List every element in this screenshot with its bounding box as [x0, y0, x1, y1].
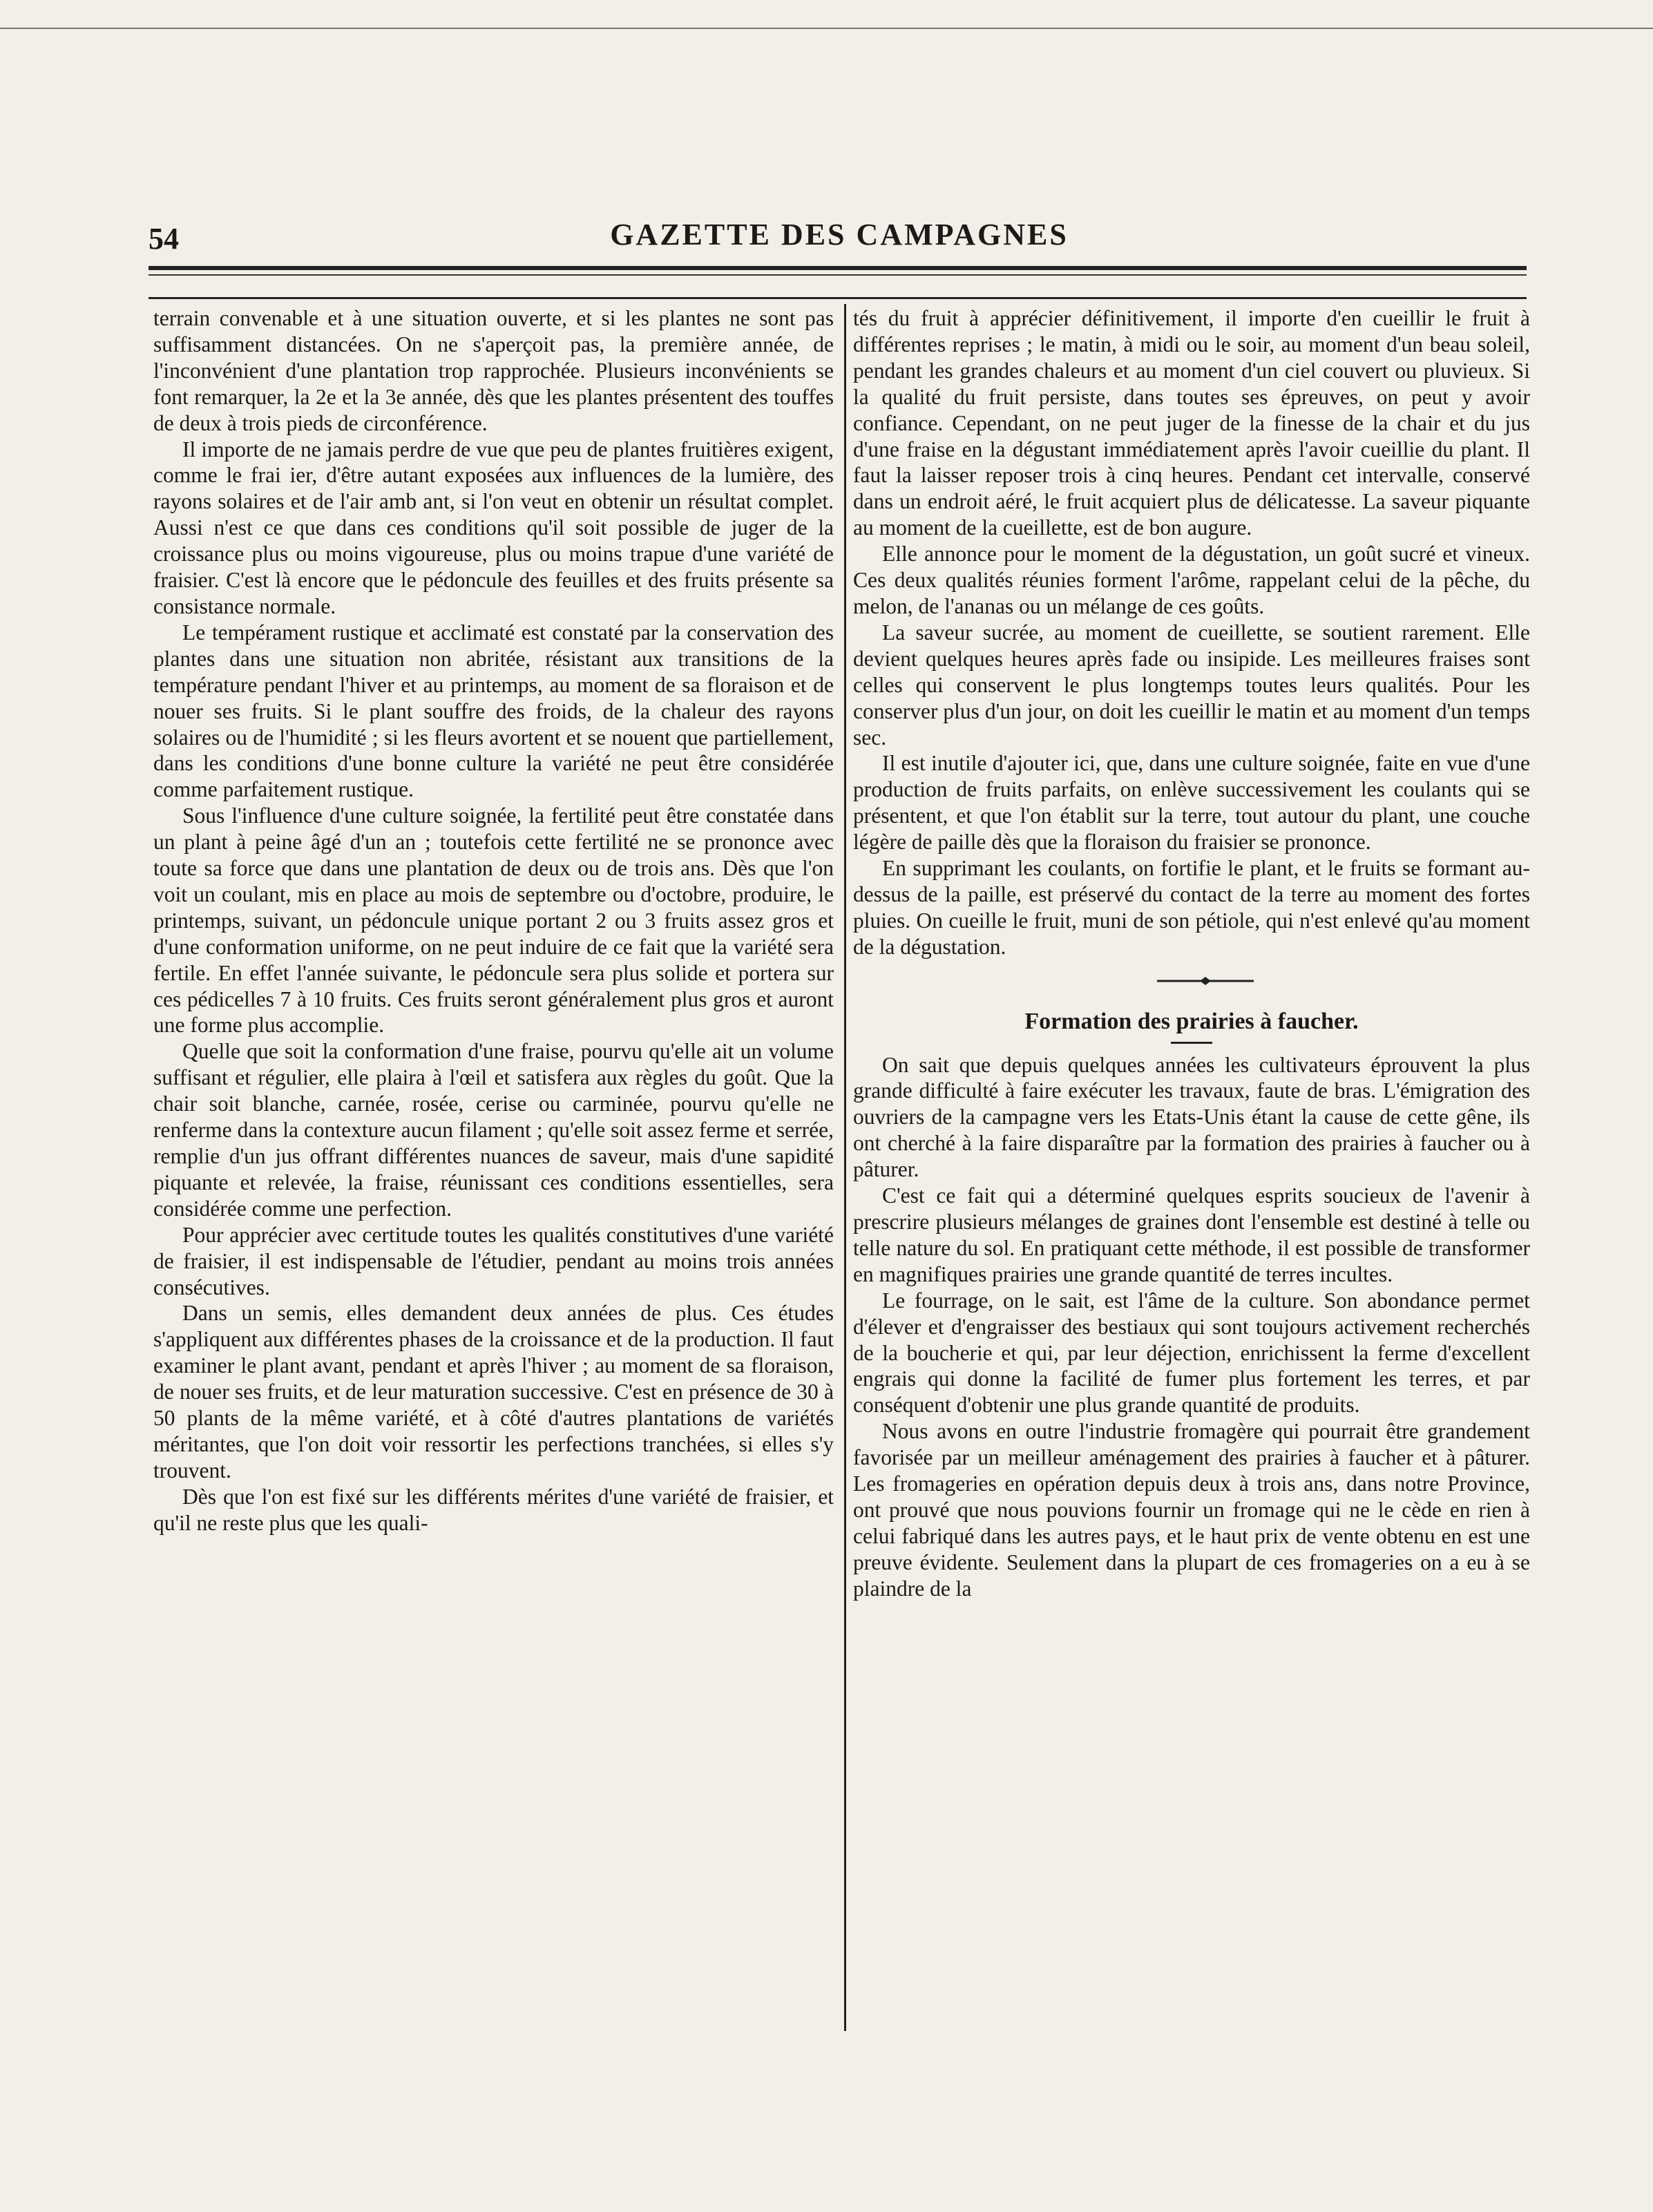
paragraph: tés du fruit à apprécier définitivement, il importe d'en cueillir le fruit à différentes reprises ; le matin, à midi ou le soir, au moment d'un beau soleil, pendant les grandes chaleurs et au moment d'un ciel couvert ou pluvieux. Si la qualité du fruit persiste, dans toutes ses épreuves, on peut y avoir confiance. Cependant, on ne peut juger de la finesse de la chair et du jus d'une fraise en la dégustant immédiatement après l'avoir cueillie du plant. Il faut la laisser reposer trois à cinq heures. Pendant cet intervalle, conservé dans un endroit aéré, le fruit acquiert plus de délicatesse. La saveur piquante au moment de la cueillette, est de bon augure.	[853, 306, 1530, 540]
article-title: Formation des prairies à faucher.	[1024, 1008, 1359, 1034]
paragraph: Il importe de ne jamais perdre de vue que peu de plantes fruitières exigent, comme le frai ier, d'être autant exposées aux influences de la lumière, des rayons solaires et de l'air amb ant, si l'on veut en obtenir un résultat complet. Aussi n'est ce que dans ces conditions qu'il soit possible de juger de la croissance plus ou moins vigoureuse, plus ou moins trapue d'une variété de fraisier. C'est là encore que le pédoncule des feuilles et des fruits présente sa consistance normale.	[153, 437, 834, 618]
paragraph: Pour apprécier avec certitude toutes les qualités constitutives d'une variété de fraisier, il est indispensable de l'étudier, pendant au moins trois années consécutives.	[153, 1222, 834, 1299]
left-column	[153, 305, 834, 1536]
title-underline	[1171, 1042, 1212, 1044]
paragraph: Le fourrage, on le sait, est l'âme de la culture. Son abondance permet d'élever et d'engraisser des bestiaux qui sont toujours activement recherchés de la boucherie et qui, par leur déjection, enrichissent la ferme d'excellent engrais qui donne la facilité de fumer plus fortement les terres, et par conséquent d'obtenir une plus grande quantité de produits.	[853, 1288, 1530, 1418]
page-header	[149, 218, 1530, 263]
header-rule-thick	[149, 266, 1527, 270]
paragraph: La saveur sucrée, au moment de cueillette, se soutient rarement. Elle devient quelques heures après fade ou insipide. Les meilleures fraises sont celles qui conservent le plus longtemps toutes leurs qualités. Pour les conserver plus d'un jour, on doit les cueillir le matin et au moment d'un temps sec.	[853, 620, 1530, 750]
paragraph: Elle annonce pour le moment de la dégustation, un goût sucré et vineux. Ces deux qualités réunies forment l'arôme, rappelant celui de la pêche, du melon, de l'ananas ou un mélange de ces goûts.	[853, 542, 1530, 618]
paragraph: C'est ce fait qui a déterminé quelques esprits soucieux de l'avenir à prescrire plusieurs mélanges de graines dont l'ensemble est destiné à telle ou telle nature du sol. En pratiquant cette méthode, il est possible de transformer en magnifiques prairies une grande quantité de terres incultes.	[853, 1183, 1530, 1286]
paragraph: Sous l'influence d'une culture soignée, la fertilité peut être constatée dans un plant à peine âgé d'un an ; toutefois cette fertilité ne se prononce avec toute sa force que dans une plantation de deux ou de trois ans. Dès que l'on voit un coulant, mis en place au mois de septembre ou d'octobre, produire, le printemps, suivant, un pédoncule unique portant 2 ou 3 fruits assez gros et d'une conformation uniforme, on ne peut induire de ce fait que la variété sera fertile. En effet l'année suivante, le pédoncule sera plus solide et portera sur ces pédicelles 7 à 10 fruits. Ces fruits seront généralement plus gros et auront une forme plus accomplie.	[153, 803, 834, 1038]
page-number: 54	[149, 222, 179, 256]
paragraph: Il est inutile d'ajouter ici, que, dans une culture soignée, faite en vue d'une production de fruits parfaits, on enlève successivement les coulants qui se présentent, et que l'on établit sur la terre, tout autour du plant, une couche légère de paille dès que la floraison du fraisier se prononce.	[853, 751, 1530, 855]
page-top-edge	[0, 28, 1653, 29]
section-ornament-rule	[853, 960, 1530, 1009]
right-column	[853, 305, 1530, 1602]
paragraph: Quelle que soit la conformation d'une fraise, pourvu qu'elle ait un volume suffisant et régulier, elle plaira à l'œil et satisfera aux règles du goût. Que la chair soit blanche, carnée, rosée, cerise ou carminée, pourvu qu'elle ne renferme dans la contexture aucun filament ; qu'elle soit assez ferme et serrée, remplie d'un jus offrant différentes nuances de saveur, mais d'une sapidité piquante et relevée, la fraise, réunissant ces conditions essentielles, sera considérée comme une perfection.	[153, 1039, 834, 1221]
paragraph: On sait que depuis quelques années les cultivateurs éprouvent la plus grande difficulté à faire exécuter les travaux, faute de bras. L'émigration des ouvriers de la campagne vers les Etats-Unis étant la cause de cette gêne, ils ont cherché à la faire disparaître par la formation des prairies à faucher ou à pâturer.	[853, 1052, 1530, 1182]
journal-title: GAZETTE DES CAMPAGNES	[610, 218, 1069, 251]
header-rule-bottom	[149, 297, 1527, 299]
paragraph: En supprimant les coulants, on fortifie le plant, et le fruits se formant au-dessus de la paille, est préservé du contact de la terre au moment des fortes pluies. On cueille le fruit, muni de son pétiole, qui n'est enlevé qu'au moment de la dégustation.	[853, 856, 1530, 959]
paragraph: Dans un semis, elles demandent deux années de plus. Ces études s'appliquent aux différentes phases de la croissance et de la production. Il faut examiner le plant avant, pendant et après l'hiver ; au moment de sa floraison, de nouer ses fruits, et de leur maturation successive. C'est en présence de 30 à 50 plants de la même variété, et à côté d'autres plantations de variétés méritantes, que l'on doit voir ressortir les perfections tranchées, si elles s'y trouvent.	[153, 1301, 834, 1482]
column-divider	[844, 304, 846, 2031]
paragraph: Nous avons en outre l'industrie fromagère qui pourrait être grandement favorisée par un meilleur aménagement des prairies à faucher et à pâturer. Les fromageries en opération depuis deux à trois ans, dans notre Province, ont prouvé que nous pouvions fournir un fromage qui ne le cède en rien à celui fabriqué dans les autres pays, et le haut prix de vente obtenu en est une preuve évidente. Seulement dans la plupart de ces fromageries on a eu à se plaindre de la	[853, 1419, 1530, 1601]
header-rule-thin	[149, 274, 1527, 276]
paragraph: Le tempérament rustique et acclimaté est constaté par la conservation des plantes dans une situation non abritée, résistant aux transitions de la température pendant l'hiver et au printemps, au moment de sa floraison et de nouer ses fruits. Si le plant souffre des froids, de la chaleur des rayons solaires ou de l'humidité ; si les fleurs avortent et se nouent que partiellement, dans les conditions d'une bonne culture la variété ne peut être considérée comme parfaitement rustique.	[153, 620, 834, 802]
paragraph: terrain convenable et à une situation ouverte, et si les plantes ne sont pas suffisamment distancées. On ne s'aperçoit pas, la première année, de l'inconvénient d'une plantation trop rapprochée. Plusieurs inconvénients se font remarquer, la 2e et la 3e année, dès que les plantes présentent des touffes de deux à trois pieds de circonférence.	[153, 306, 834, 435]
paragraph: Dès que l'on est fixé sur les différents mérites d'une variété de fraisier, et qu'il ne reste plus que les quali-	[153, 1484, 834, 1535]
ornament-rule-icon	[1157, 974, 1254, 988]
